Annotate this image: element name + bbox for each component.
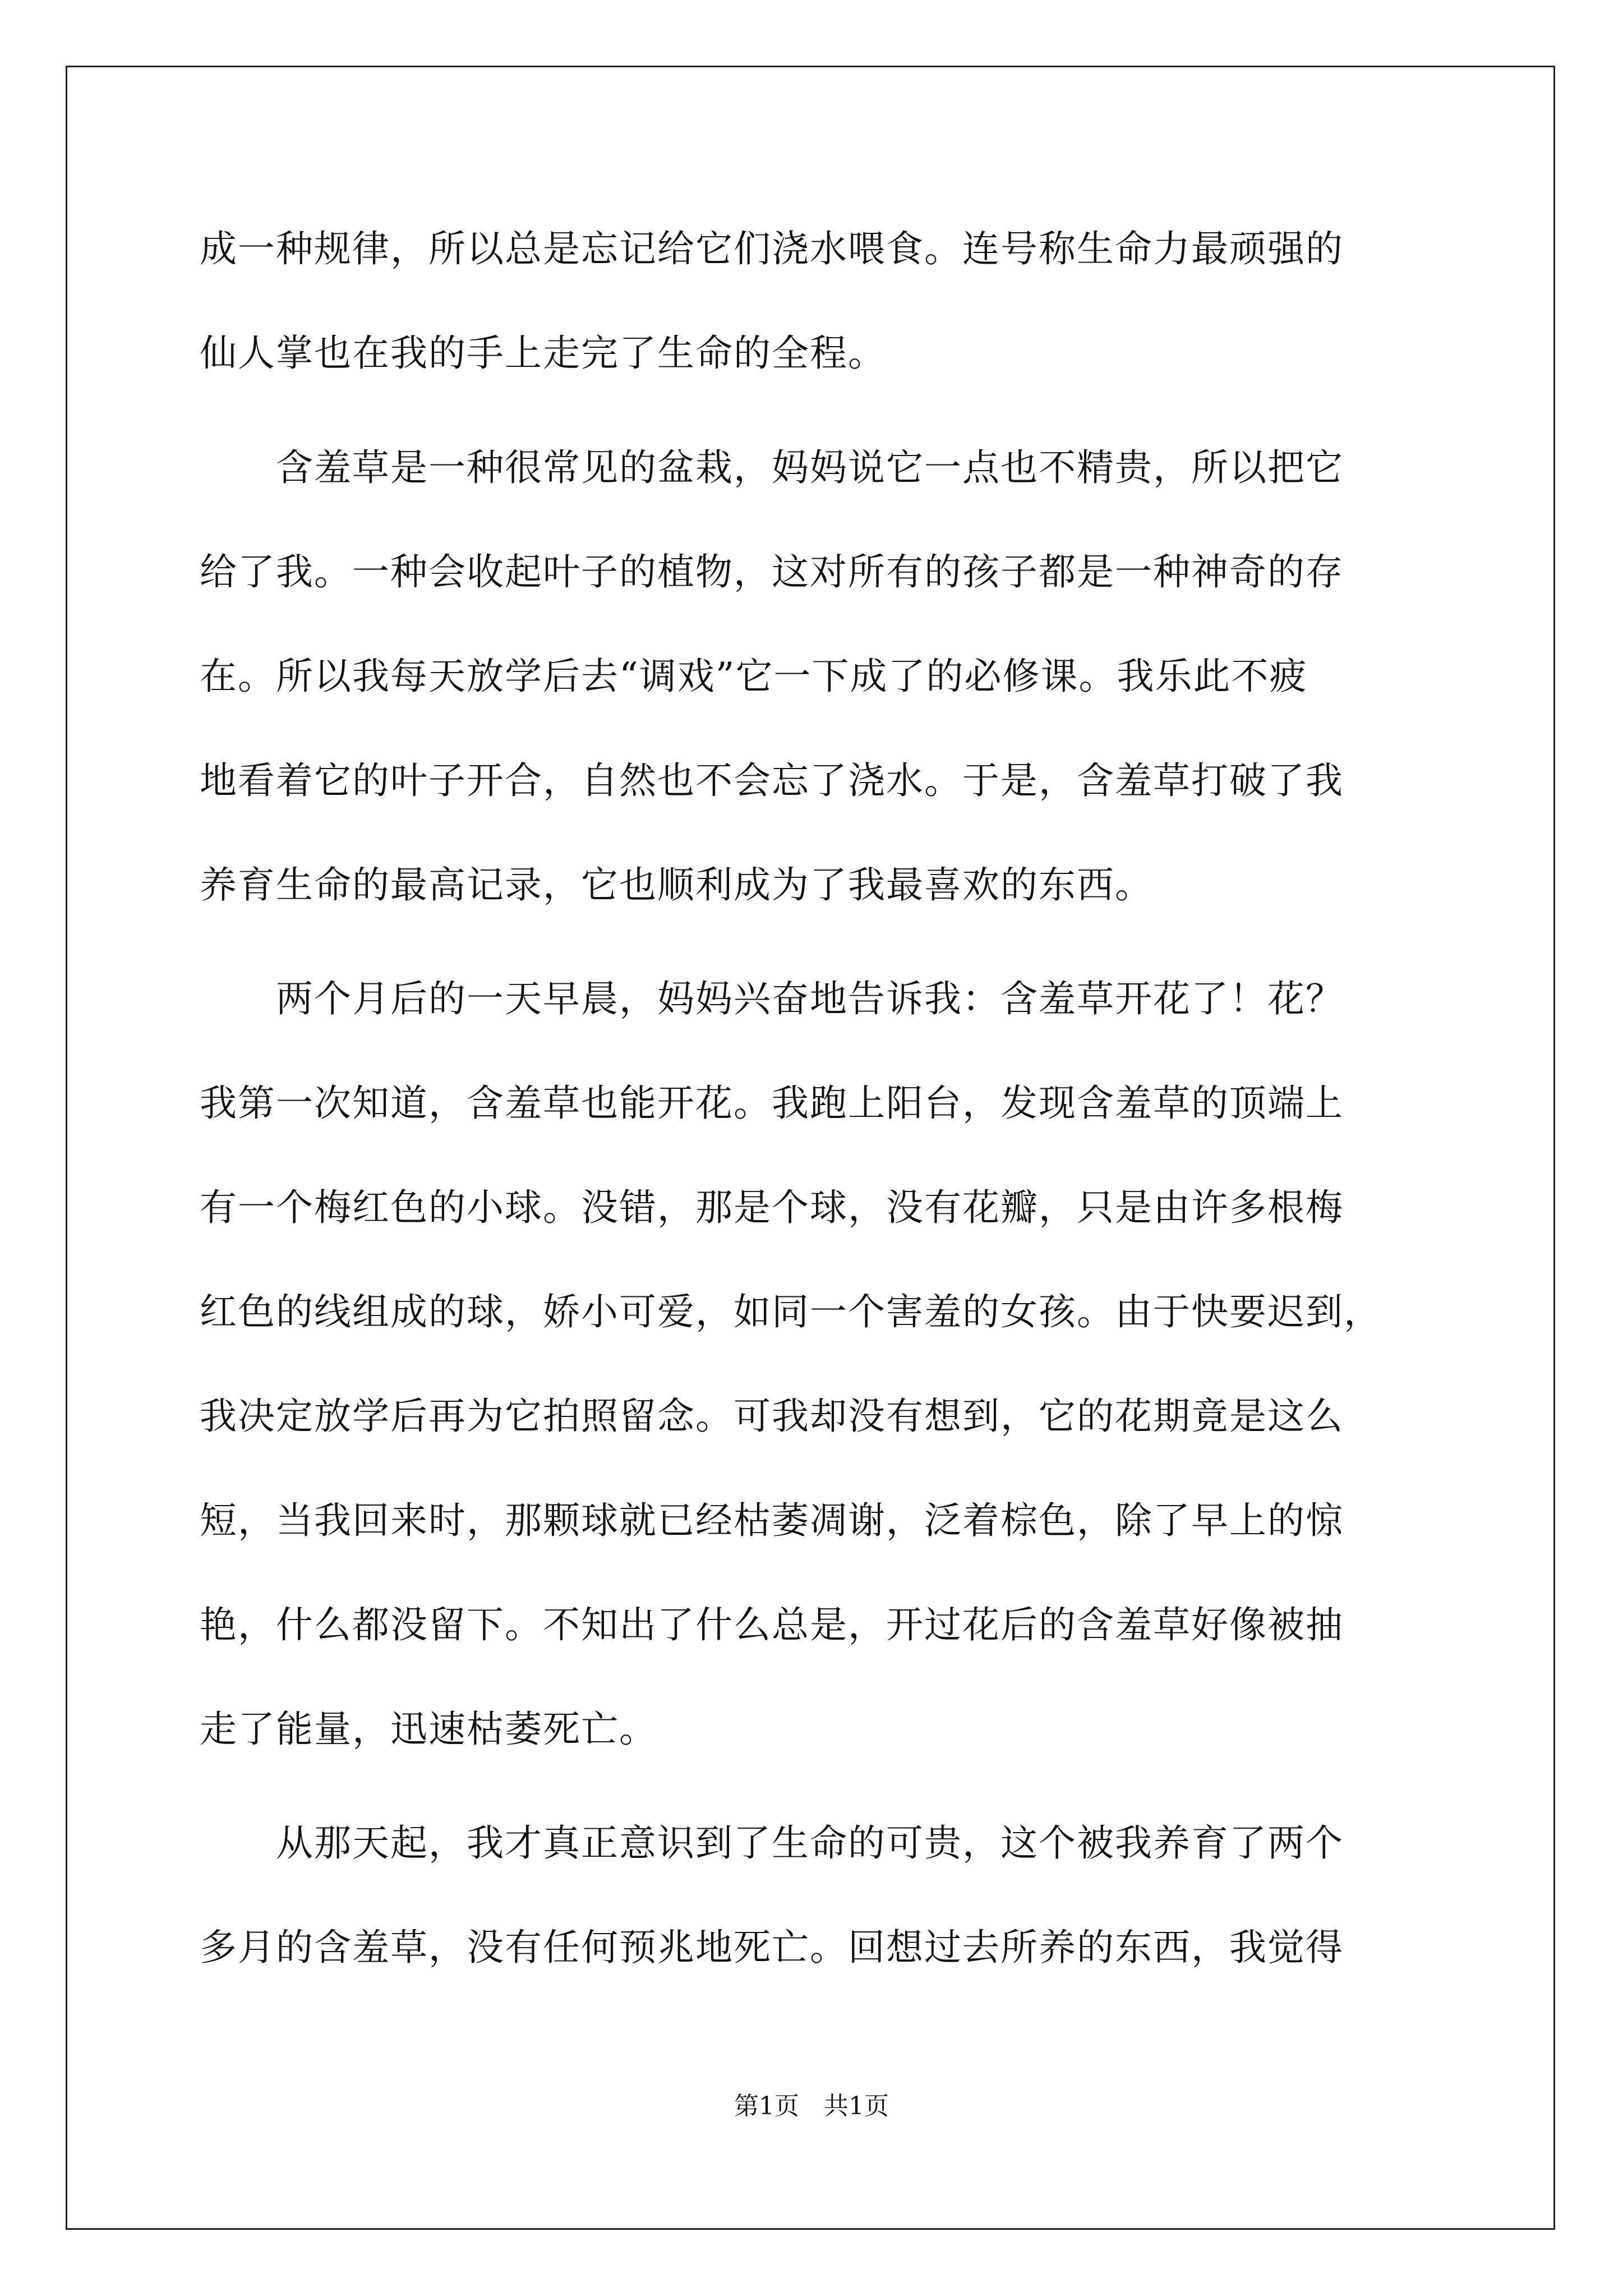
text-line: 两个月后的一天早晨，妈妈兴奋地告诉我：含羞草开花了！花？ [200,977,1344,1020]
text-line: 有一个梅红色的小球。没错，那是个球，没有花瓣，只是由许多根梅 [200,1186,1344,1229]
text-line: 养育生命的最高记录，它也顺利成为了我最喜欢的东西。 [200,863,1153,907]
text-line: 仙人掌也在我的手上走完了生命的全程。 [200,332,886,375]
text-line: 成一种规律，所以总是忘记给它们浇水喂食。连号称生命力最顽强的 [200,227,1344,270]
text-line: 我决定放学后再为它拍照留念。可我却没有想到，它的花期竟是这么 [200,1395,1344,1438]
text-line: 短，当我回来时，那颗球就已经枯萎凋谢，泛着棕色，除了早上的惊 [200,1499,1344,1542]
text-line: 红色的线组成的球，娇小可爱，如同一个害羞的女孩。由于快要迟到， [200,1290,1382,1333]
text-line: 地看着它的叶子开合，自然也不会忘了浇水。于是，含羞草打破了我 [200,759,1344,802]
page-number-footer: 第1页 共1页 [734,2092,889,2120]
text-line: 多月的含羞草，没有任何预兆地死亡。回想过去所养的东西，我觉得 [200,1926,1344,1969]
text-line: 从那天起，我才真正意识到了生命的可贵，这个被我养育了两个 [200,1821,1344,1865]
text-line: 艳，什么都没留下。不知出了什么总是，开过花后的含羞草好像被抽 [200,1603,1344,1646]
page-border [66,66,1555,2230]
text-line: 给了我。一种会收起叶子的植物，这对所有的孩子都是一种神奇的存 [200,550,1344,593]
text-line: 我第一次知道，含羞草也能开花。我跑上阳台，发现含羞草的顶端上 [200,1082,1344,1125]
text-line: 在。所以我每天放学后去“调戏”它一下成了的必修课。我乐此不疲 [200,655,1308,698]
text-line: 走了能量，迅速枯萎死亡。 [200,1708,657,1751]
text-line: 含羞草是一种很常见的盆栽，妈妈说它一点也不精贵，所以把它 [200,446,1344,489]
